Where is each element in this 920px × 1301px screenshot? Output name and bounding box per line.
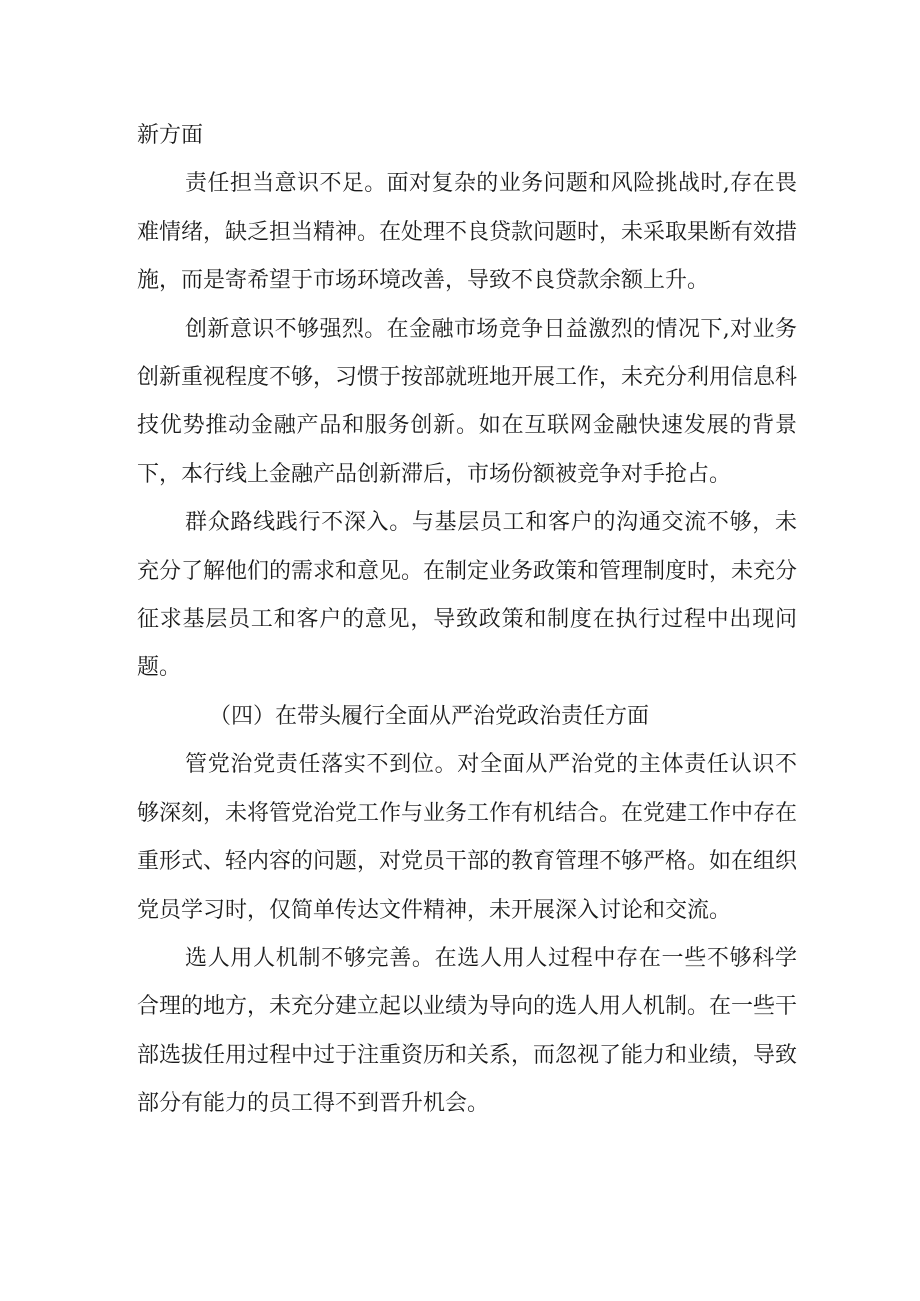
paragraph-party-governance: 管党治党责任落实不到位。对全面从严治党的主体责任认识不够深刻，未将管党治党工作与业务工作有机结合。在党建工作中存在重形式、轻内容的问题，对党员干部的教育管理不够严格。如在组织党员学习时，仅简单传达文件精神，未开展深入讨论和交流。 (137, 752, 798, 923)
paragraph-personnel-selection: 选人用人机制不够完善。在选人用人过程中存在一些不够科学合理的地方，未充分建立起以业绩为导向的选人用人机制。在一些干部选拔任用过程中过于注重资历和关系，而忽视了能力和业绩，导致部分有能力的员工得不到晋升机会。 (137, 945, 798, 1117)
paragraph-innovation: 创新意识不够强烈。在金融市场竞争日益激烈的情况下,对业务创新重视程度不够，习惯于按部就班地开展工作，未充分利用信息科技优势推动金融产品和服务创新。如在互联网金融快速发展的背景下，本行线上金融产品创新滞后，市场份额被竞争对手抢占。 (137, 316, 798, 487)
paragraph-continuation: 新方面 (137, 123, 204, 148)
paragraph-responsibility: 责任担当意识不足。面对复杂的业务问题和风险挑战时,存在畏难情绪，缺乏担当精神。在处理不良贷款问题时，未采取果断有效措施，而是寄希望于市场环境改善，导致不良贷款余额上升。 (137, 171, 798, 294)
document-body (137, 112, 797, 1129)
paragraph-mass-line: 群众路线践行不深入。与基层员工和客户的沟通交流不够，未充分了解他们的需求和意见。在制定业务政策和管理制度时，未充分征求基层员工和客户的意见，导致政策和制度在执行过程中出现问题。 (137, 510, 798, 681)
section-heading-four: （四）在带头履行全面从严治党政治责任方面 (209, 703, 650, 729)
